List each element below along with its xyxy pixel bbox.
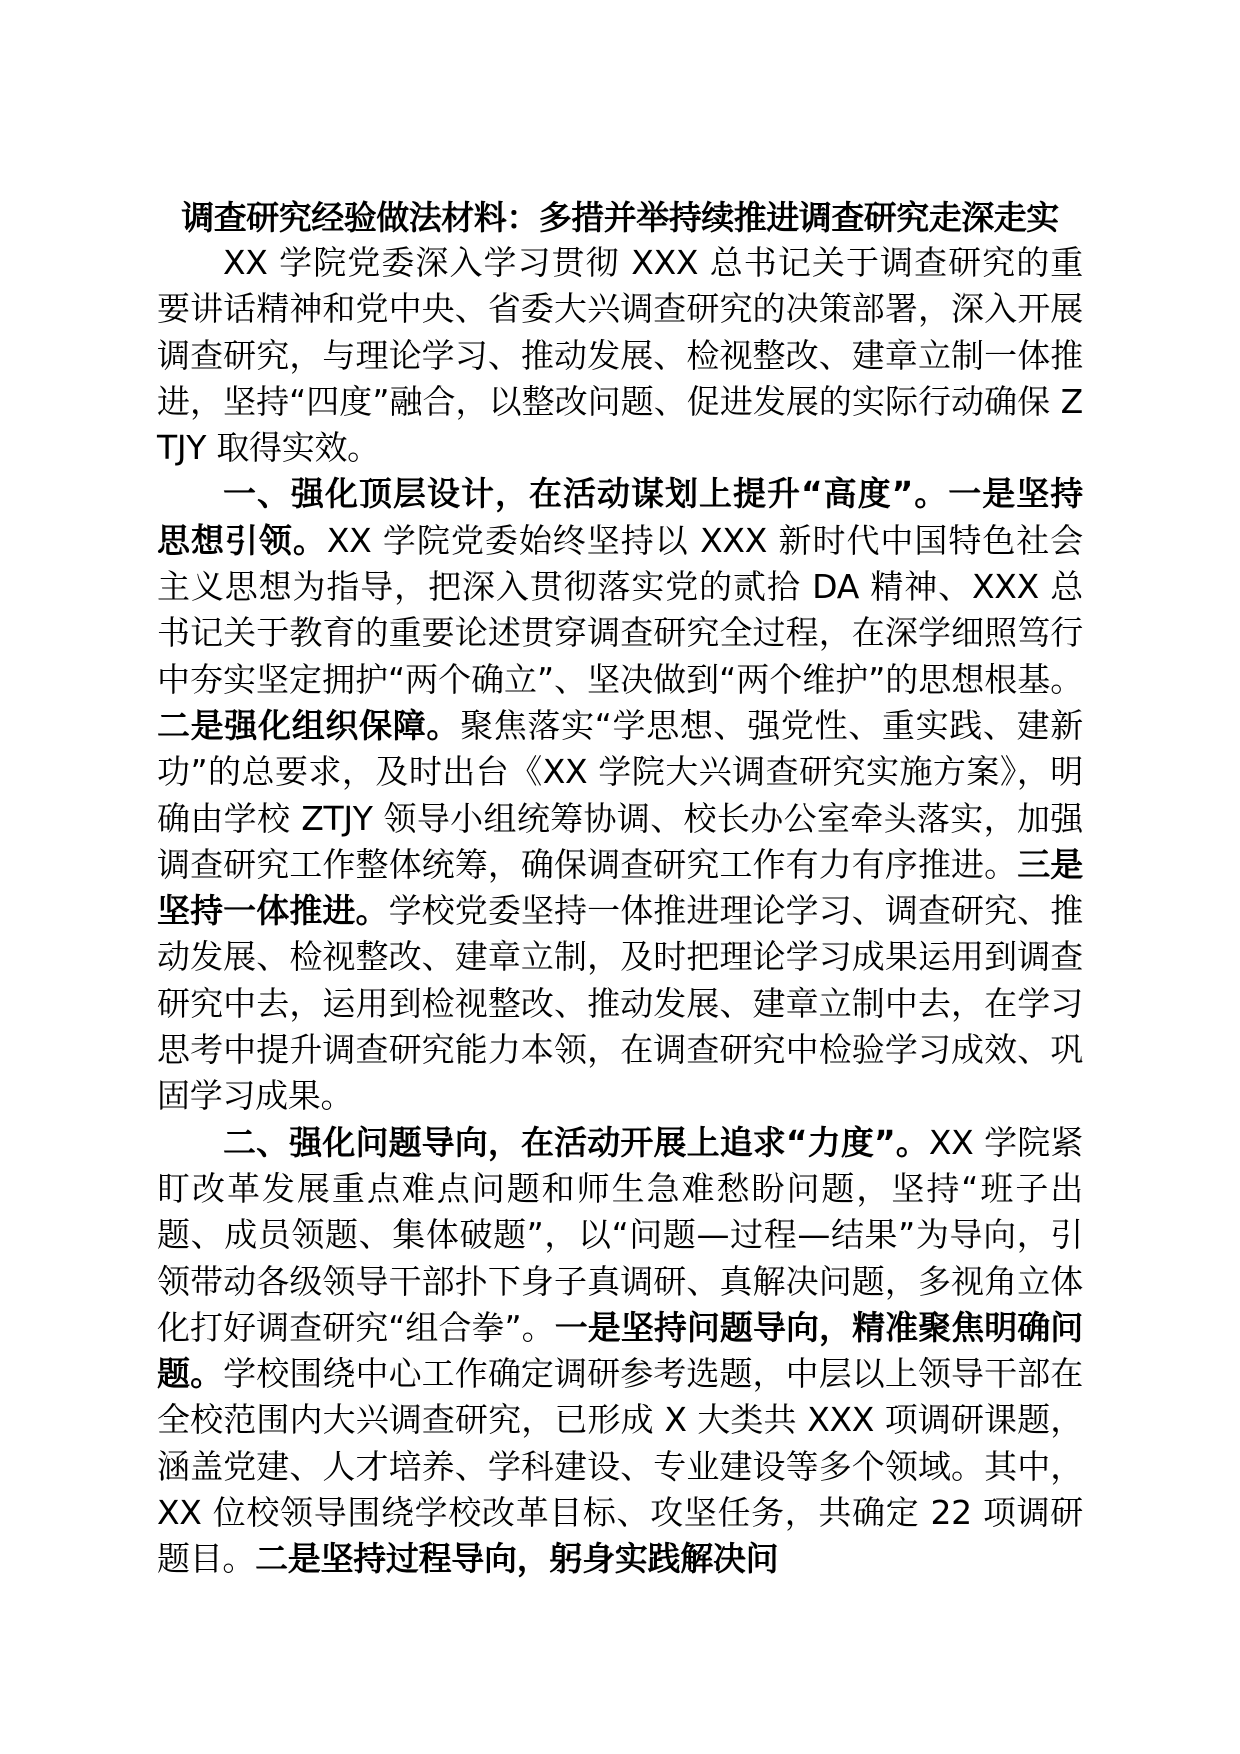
section-1-text-1: XX 学院党委始终坚持以 XXX 新时代中国特色社会主义思想为指导，把深入贯彻落实党的贰拾 DA 精神、XXX 总书记关于教育的重要论述贯穿调查研究全过程，在深学细照笃行中夯实坚定拥护“两个确立”、坚决做到“两个维护”的思想根基。 — [157, 520, 1083, 699]
section-2-text-1: XX 学院紧盯改革发展重点难点问题和师生急难愁盼问题，坚持“班子出题、成员领题、集体破题”，以“问题—过程—结果”为导向，引领带动各级领导干部扑下身子真调研、真解决问题，多视角立体化打好调查研究“组合拳”。 — [157, 1122, 1084, 1347]
paragraph-section-1 — [157, 471, 1083, 1119]
paragraph-section-2 — [157, 1120, 1083, 1583]
section-1-subheading-3: 三是坚持一体推进。 — [157, 844, 1084, 931]
section-1-heading: 一、强化顶层设计，在活动谋划上提升“高度”。一是坚持思想引领。 — [157, 474, 1083, 560]
document-page — [157, 196, 1083, 1583]
section-2-heading: 二、强化问题导向，在活动开展上追求“力度”。 — [223, 1122, 929, 1162]
section-1-text-2: 聚焦落实“学思想、强党性、重实践、建新功”的总要求，及时出台《XX 学院大兴调查研究实施方案》，明确由学校 ZTJY 领导小组统筹协调、校长办公室牵头落实，加强调查研究工作整体统筹，确保调查研究工作有力有序推进。 — [157, 705, 1083, 884]
section-2-text-2: 学校围绕中心工作确定调研参考选题，中层以上领导干部在全校范围内大兴调查研究，已形成 X 大类共 XXX 项调研课题，涵盖党建、人才培养、学科建设、专业建设等多个领域。其中，XX 位校领导围绕学校改革目标、攻坚任务，共确定 22 项调研题目。 — [157, 1354, 1083, 1579]
section-2-subheading-2: 二是坚持过程导向，躬身实践解决问 — [255, 1539, 779, 1579]
document-title: 调查研究经验做法材料：多措并举持续推进调查研究走深走实 — [181, 198, 1059, 237]
section-2-subheading-1: 一是坚持问题导向，精准聚焦明确问题。 — [157, 1307, 1084, 1394]
section-1-text-3: 学校党委坚持一体推进理论学习、调查研究、推动发展、检视整改、建章立制，及时把理论学习成果运用到调查研究中去，运用到检视整改、推动发展、建章立制中去，在学习思考中提升调查研究能力本领，在调查研究中检验学习成效、巩固学习成果。 — [157, 891, 1084, 1116]
section-1-subheading-2: 二是强化组织保障。 — [157, 705, 461, 745]
paragraph-intro — [157, 240, 1083, 471]
intro-text: XX 学院党委深入学习贯彻 XXX 总书记关于调查研究的重要讲话精神和党中央、省委大兴调查研究的决策部署，深入开展调查研究，与理论学习、推动发展、检视整改、建章立制一体推进，坚持“四度”融合，以整改问题、促进发展的实际行动确保 ZTJY 取得实效。 — [157, 243, 1083, 468]
